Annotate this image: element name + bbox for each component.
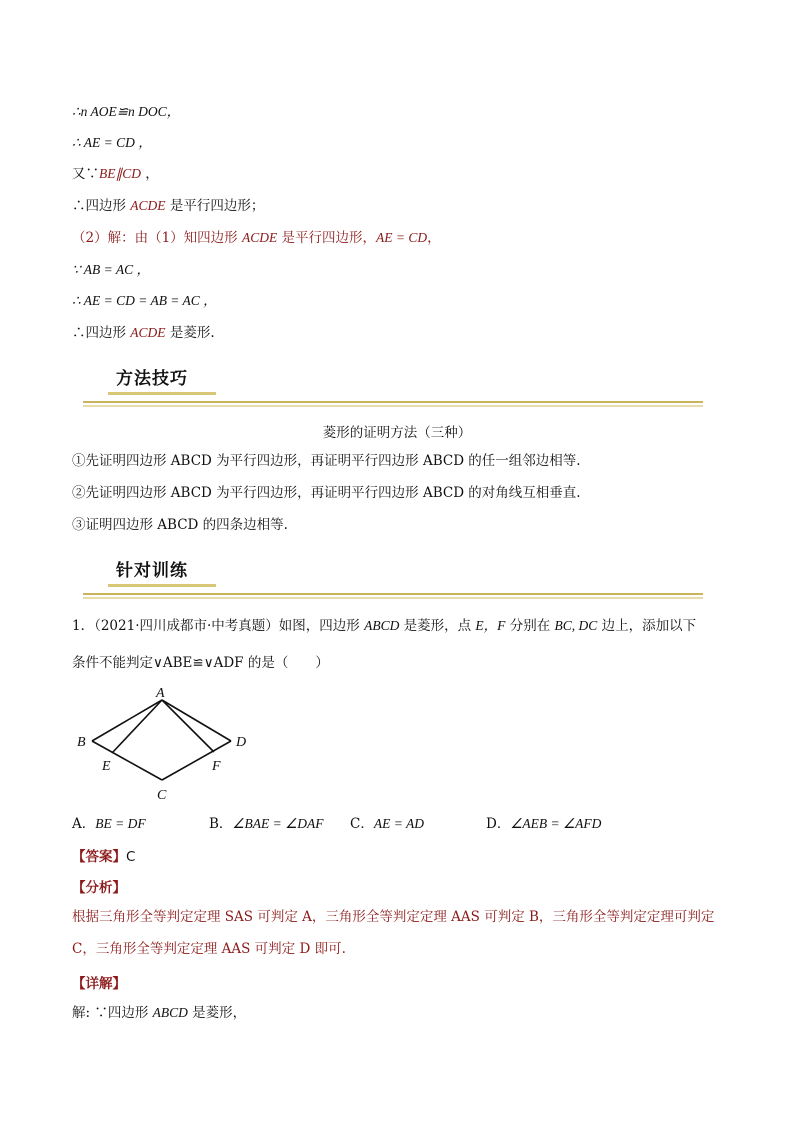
proof-line-4: ∴四边形 ACDE 是平行四边形； xyxy=(72,198,265,214)
label-C: C xyxy=(157,788,167,803)
analysis-line-2: C，三角形全等判定定理 AAS 可判定 D 即可. xyxy=(72,941,346,957)
detail-line-1: 解: ∵四边形 ABCD 是菱形， xyxy=(72,1005,247,1021)
segment-AE xyxy=(112,700,162,753)
label-D: D xyxy=(236,735,247,750)
rhombus-figure xyxy=(74,684,264,804)
rhombus-edges xyxy=(92,700,231,780)
edge-AB xyxy=(92,700,162,741)
training-section-title: 针对训练 xyxy=(116,561,188,581)
proof-line-6: ∵ AB = AC ， xyxy=(72,262,150,277)
analysis-line-1: 根据三角形全等判定定理 SAS 可判定 A，三角形全等判定定理 AAS 可判定 B，三角形全等判定定理可判定 xyxy=(72,909,715,925)
label-E: E xyxy=(102,759,111,774)
proof-line-1: ∴n AOE≌n DOC， xyxy=(72,104,181,119)
proof-line-8: ∴四边形 ACDE 是菱形. xyxy=(72,325,215,341)
proof-line-2: ∴ AE = CD ， xyxy=(72,135,152,150)
method-subtitle: 菱形的证明方法（三种） xyxy=(322,425,472,441)
proof-line-5: （2）解：由（1）知四边形 ACDE 是平行四边形，AE = CD， xyxy=(72,230,441,246)
training-title-underline xyxy=(108,584,216,587)
method-divider xyxy=(83,401,703,407)
method-item-2: ②先证明四边形 ABCD 为平行四边形，再证明平行四边形 ABCD 的对角线互相垂直. xyxy=(72,485,581,501)
method-item-3: ③证明四边形 ABCD 的四条边相等. xyxy=(72,517,288,533)
analysis-tag: 【分析】 xyxy=(72,880,126,896)
method-title-underline xyxy=(108,392,216,395)
detail-tag: 【详解】 xyxy=(72,976,126,992)
answer-line: 【答案】C xyxy=(72,849,136,865)
question-1-line-2: 条件不能判定∨ABE≌∨ADF 的是（ ） xyxy=(72,655,329,671)
method-item-1: ①先证明四边形 ABCD 为平行四边形，再证明平行四边形 ABCD 的任一组邻边相等. xyxy=(72,453,581,469)
label-A: A xyxy=(156,686,165,701)
choice-a: A．BE = DF xyxy=(72,816,146,832)
label-F: F xyxy=(212,759,221,774)
proof-line-3: 又∵BE∥CD ， xyxy=(72,166,159,182)
proof-line-7: ∴ AE = CD = AB = AC ， xyxy=(72,293,217,308)
choice-d: D．∠AEB = ∠AFD xyxy=(486,816,602,832)
edge-DC xyxy=(162,741,231,780)
question-1-line-1: 1．（2021·四川成都市·中考真题）如图，四边形 ABCD 是菱形，点 E，F 分别在 BC, DC 边上，添加以下 xyxy=(72,618,697,634)
training-divider xyxy=(83,593,703,599)
label-B: B xyxy=(77,735,86,750)
choice-b: B．∠BAE = ∠DAF xyxy=(209,816,324,832)
choice-c: C．AE = AD xyxy=(350,816,424,832)
method-section-title: 方法技巧 xyxy=(116,369,188,389)
